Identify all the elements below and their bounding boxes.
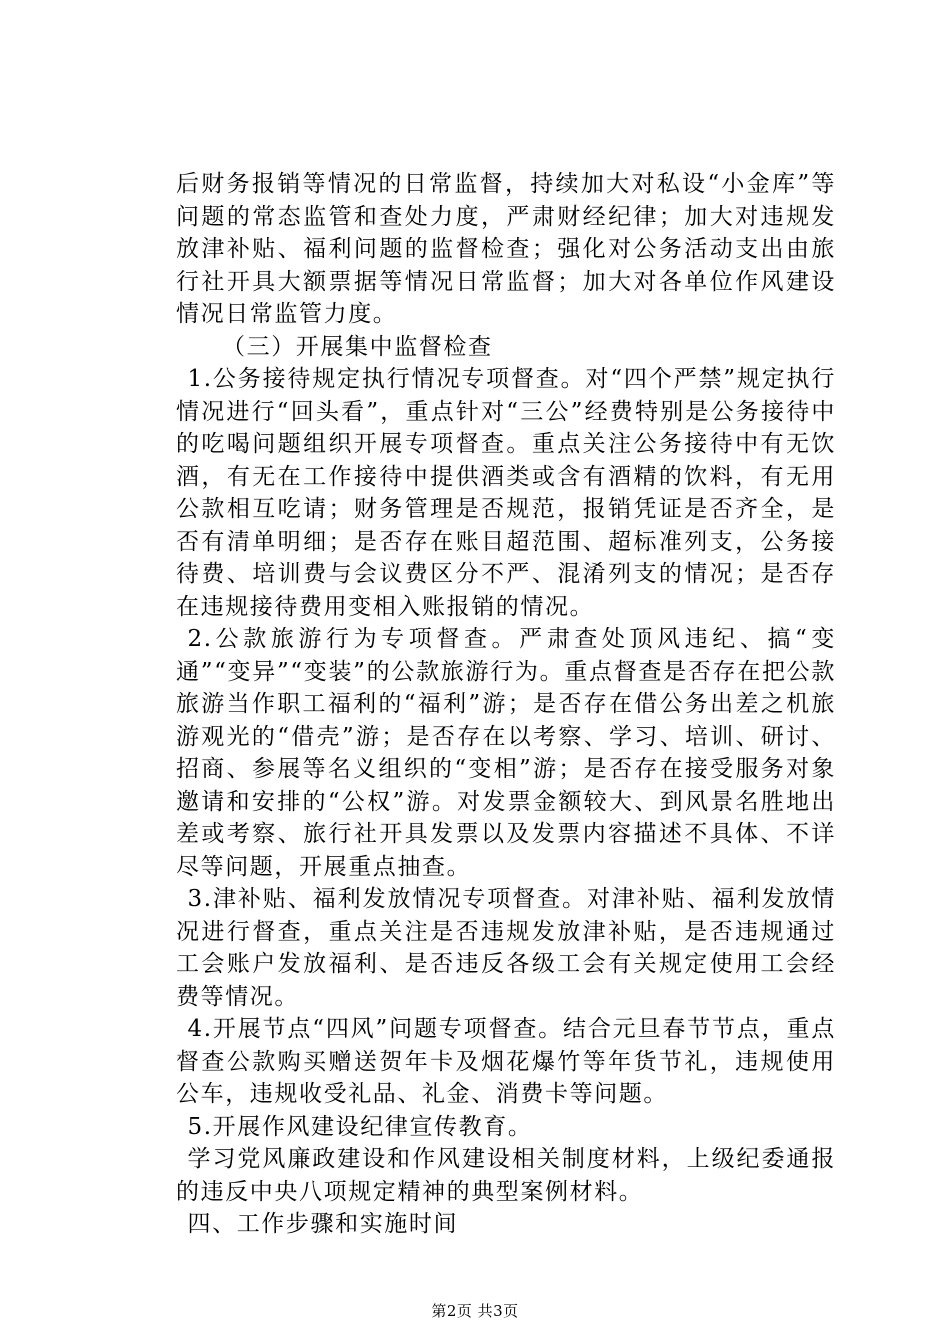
item-4-paragraph: 4.开展节点“四风”问题专项督查。结合元旦春节节点，重点督查公款购买赠送贺年卡及烟花爆竹等年货节礼，违规使用公车，违规收受礼品、礼金、消费卡等问题。 bbox=[176, 1016, 836, 1107]
section-heading-3: （三）开展集中监督检查 bbox=[222, 333, 493, 360]
document-body bbox=[176, 168, 836, 1241]
section-heading-4: 四、工作步骤和实施时间 bbox=[187, 1211, 459, 1237]
item-2-paragraph: 2.公款旅游行为专项督查。严肃查处顶风违纪、搞“变通”“变异”“变装”的公款旅游行为。重点督查是否存在把公款旅游当作职工福利的“福利”游；是否存在借公务出差之机旅游观光的“借壳”游；是否存在以考察、学习、培训、研讨、招商、参展等名义组织的“变相”游；是否存在接受服务对象邀请和安排的“公权”游。对发票金额较大、到风景名胜地出差或考察、旅行社开具发票以及发票内容描述不具体、不详尽等问题，开展重点抽查。 bbox=[176, 626, 836, 880]
item-3-paragraph: 3.津补贴、福利发放情况专项督查。对津补贴、福利发放情况进行督查，重点关注是否违规发放津补贴，是否违规通过工会账户发放福利、是否违反各级工会有关规定使用工会经费等情况。 bbox=[176, 886, 836, 1010]
page-footer: 第2页 共3页 bbox=[431, 1302, 519, 1320]
paragraph-continuation: 后财务报销等情况的日常监督，持续加大对私设“小金库”等问题的常态监管和查处力度，严肃财经纪律；加大对违规发放津补贴、福利问题的监督检查；强化对公务活动支出由旅行社开具大额票据等情况日常监督；加大对各单位作风建设情况日常监管力度。 bbox=[176, 171, 836, 327]
item-1-paragraph: 1.公务接待规定执行情况专项督查。对“四个严禁”规定执行情况进行“回头看”，重点针对“三公”经费特别是公务接待中的吃喝问题组织开展专项督查。重点关注公务接待中有无饮酒，有无在工作接待中提供酒类或含有酒精的饮料，有无用公款相互吃请；财务管理是否规范，报销凭证是否齐全，是否有清单明细；是否存在账目超范围、超标准列支，公务接待费、培训费与会议费区分不严、混淆列支的情况；是否存在违规接待费用变相入账报销的情况。 bbox=[176, 366, 836, 620]
study-materials-paragraph: 学习党风廉政建设和作风建设相关制度材料，上级纪委通报的违反中央八项规定精神的典型案例材料。 bbox=[176, 1146, 836, 1205]
item-5-paragraph: 5.开展作风建设纪律宣传教育。 bbox=[187, 1113, 533, 1140]
